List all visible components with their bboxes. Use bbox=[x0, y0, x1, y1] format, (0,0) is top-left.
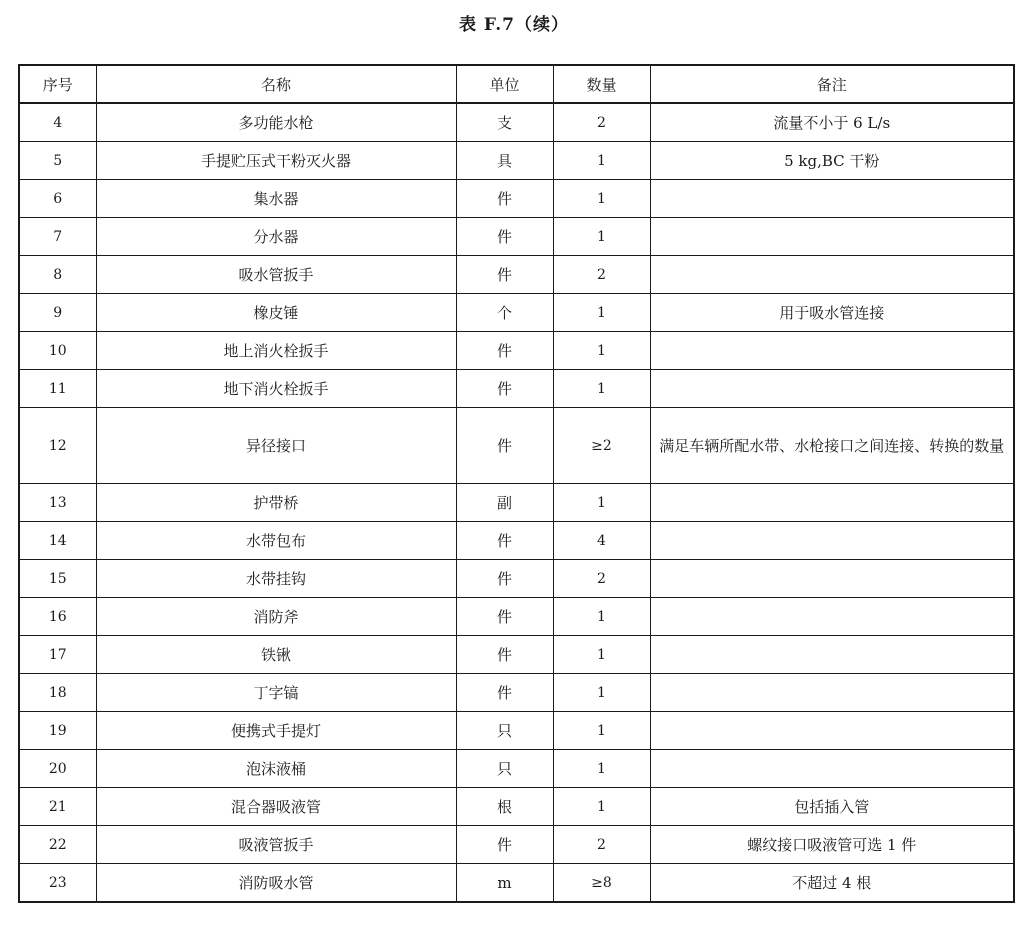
cell-quantity: 1 bbox=[553, 294, 650, 332]
cell-name: 手提贮压式干粉灭火器 bbox=[96, 142, 456, 180]
cell-unit: 只 bbox=[456, 712, 553, 750]
cell-quantity: 1 bbox=[553, 674, 650, 712]
cell-index: 13 bbox=[19, 484, 96, 522]
cell-name: 异径接口 bbox=[96, 408, 456, 484]
table-row bbox=[19, 370, 1014, 408]
cell-index: 4 bbox=[19, 103, 96, 142]
cell-unit: 件 bbox=[456, 332, 553, 370]
cell-quantity: ≥2 bbox=[553, 408, 650, 484]
cell-quantity: 2 bbox=[553, 103, 650, 142]
cell-unit: 根 bbox=[456, 788, 553, 826]
cell-remarks bbox=[650, 598, 1014, 636]
cell-index: 17 bbox=[19, 636, 96, 674]
cell-quantity: 1 bbox=[553, 332, 650, 370]
table-title: 表 F.7（续） bbox=[458, 15, 570, 35]
table-row bbox=[19, 750, 1014, 788]
table-row bbox=[19, 636, 1014, 674]
cell-quantity: 1 bbox=[553, 484, 650, 522]
table-body bbox=[19, 103, 1014, 902]
table-row bbox=[19, 103, 1014, 142]
cell-index: 18 bbox=[19, 674, 96, 712]
cell-index: 5 bbox=[19, 142, 96, 180]
table-row bbox=[19, 864, 1014, 903]
cell-name: 泡沫液桶 bbox=[96, 750, 456, 788]
cell-name: 橡皮锤 bbox=[96, 294, 456, 332]
cell-remarks bbox=[650, 370, 1014, 408]
cell-remarks: 螺纹接口吸液管可选 1 件 bbox=[650, 826, 1014, 864]
cell-index: 23 bbox=[19, 864, 96, 903]
cell-unit: 副 bbox=[456, 484, 553, 522]
cell-index: 21 bbox=[19, 788, 96, 826]
equipment-table bbox=[18, 64, 1015, 903]
cell-unit: 个 bbox=[456, 294, 553, 332]
cell-name: 吸水管扳手 bbox=[96, 256, 456, 294]
cell-quantity: 1 bbox=[553, 598, 650, 636]
cell-unit: 件 bbox=[456, 256, 553, 294]
table-row bbox=[19, 826, 1014, 864]
cell-index: 19 bbox=[19, 712, 96, 750]
cell-index: 8 bbox=[19, 256, 96, 294]
cell-index: 9 bbox=[19, 294, 96, 332]
table-row bbox=[19, 712, 1014, 750]
table-row bbox=[19, 294, 1014, 332]
cell-remarks bbox=[650, 712, 1014, 750]
cell-name: 水带挂钩 bbox=[96, 560, 456, 598]
cell-remarks bbox=[650, 522, 1014, 560]
cell-unit: 件 bbox=[456, 636, 553, 674]
cell-quantity: 1 bbox=[553, 712, 650, 750]
cell-remarks: 包括插入管 bbox=[650, 788, 1014, 826]
cell-remarks bbox=[650, 332, 1014, 370]
header-index: 序号 bbox=[19, 65, 96, 103]
cell-name: 吸液管扳手 bbox=[96, 826, 456, 864]
table-row bbox=[19, 218, 1014, 256]
cell-remarks bbox=[650, 256, 1014, 294]
table-row bbox=[19, 484, 1014, 522]
cell-unit: 件 bbox=[456, 522, 553, 560]
table-row bbox=[19, 788, 1014, 826]
cell-unit: 件 bbox=[456, 674, 553, 712]
cell-unit: 具 bbox=[456, 142, 553, 180]
cell-remarks bbox=[650, 674, 1014, 712]
cell-unit: 件 bbox=[456, 180, 553, 218]
cell-quantity: 1 bbox=[553, 218, 650, 256]
table-row bbox=[19, 332, 1014, 370]
table-row bbox=[19, 522, 1014, 560]
cell-unit: 件 bbox=[456, 598, 553, 636]
cell-index: 22 bbox=[19, 826, 96, 864]
cell-quantity: ≥8 bbox=[553, 864, 650, 903]
cell-index: 10 bbox=[19, 332, 96, 370]
table-row bbox=[19, 256, 1014, 294]
cell-index: 7 bbox=[19, 218, 96, 256]
cell-remarks bbox=[650, 636, 1014, 674]
cell-quantity: 2 bbox=[553, 256, 650, 294]
cell-index: 14 bbox=[19, 522, 96, 560]
cell-index: 12 bbox=[19, 408, 96, 484]
cell-index: 6 bbox=[19, 180, 96, 218]
cell-name: 消防斧 bbox=[96, 598, 456, 636]
cell-unit: 件 bbox=[456, 218, 553, 256]
cell-name: 地上消火栓扳手 bbox=[96, 332, 456, 370]
cell-name: 分水器 bbox=[96, 218, 456, 256]
cell-name: 铁锹 bbox=[96, 636, 456, 674]
cell-index: 11 bbox=[19, 370, 96, 408]
table-row bbox=[19, 560, 1014, 598]
cell-name: 丁字镐 bbox=[96, 674, 456, 712]
cell-name: 消防吸水管 bbox=[96, 864, 456, 903]
cell-quantity: 1 bbox=[553, 788, 650, 826]
cell-quantity: 4 bbox=[553, 522, 650, 560]
cell-name: 集水器 bbox=[96, 180, 456, 218]
cell-remarks: 5 kg,BC 干粉 bbox=[650, 142, 1014, 180]
table-row bbox=[19, 674, 1014, 712]
header-unit: 单位 bbox=[456, 65, 553, 103]
cell-unit: 支 bbox=[456, 103, 553, 142]
cell-quantity: 1 bbox=[553, 750, 650, 788]
header-row bbox=[19, 65, 1014, 103]
cell-remarks bbox=[650, 484, 1014, 522]
table-row bbox=[19, 142, 1014, 180]
header-name: 名称 bbox=[96, 65, 456, 103]
cell-name: 水带包布 bbox=[96, 522, 456, 560]
cell-index: 20 bbox=[19, 750, 96, 788]
cell-unit: 件 bbox=[456, 826, 553, 864]
header-quantity: 数量 bbox=[553, 65, 650, 103]
table-row bbox=[19, 180, 1014, 218]
cell-remarks bbox=[650, 218, 1014, 256]
table-row bbox=[19, 408, 1014, 484]
cell-quantity: 1 bbox=[553, 370, 650, 408]
cell-name: 多功能水枪 bbox=[96, 103, 456, 142]
table-row bbox=[19, 598, 1014, 636]
header-remarks: 备注 bbox=[650, 65, 1014, 103]
cell-quantity: 1 bbox=[553, 180, 650, 218]
cell-unit: 只 bbox=[456, 750, 553, 788]
cell-quantity: 1 bbox=[553, 142, 650, 180]
cell-unit: 件 bbox=[456, 560, 553, 598]
cell-name: 地下消火栓扳手 bbox=[96, 370, 456, 408]
cell-unit: m bbox=[456, 864, 553, 903]
cell-remarks bbox=[650, 180, 1014, 218]
cell-index: 16 bbox=[19, 598, 96, 636]
cell-remarks: 流量不小于 6 L/s bbox=[650, 103, 1014, 142]
cell-name: 护带桥 bbox=[96, 484, 456, 522]
cell-remarks bbox=[650, 560, 1014, 598]
cell-quantity: 2 bbox=[553, 560, 650, 598]
cell-name: 便携式手提灯 bbox=[96, 712, 456, 750]
cell-unit: 件 bbox=[456, 408, 553, 484]
table-header bbox=[19, 65, 1014, 103]
cell-quantity: 2 bbox=[553, 826, 650, 864]
cell-name: 混合器吸液管 bbox=[96, 788, 456, 826]
cell-index: 15 bbox=[19, 560, 96, 598]
cell-remarks bbox=[650, 750, 1014, 788]
cell-unit: 件 bbox=[456, 370, 553, 408]
cell-remarks: 用于吸水管连接 bbox=[650, 294, 1014, 332]
cell-remarks: 满足车辆所配水带、水枪接口之间连接、转换的数量 bbox=[650, 408, 1014, 484]
cell-quantity: 1 bbox=[553, 636, 650, 674]
cell-remarks: 不超过 4 根 bbox=[650, 864, 1014, 903]
